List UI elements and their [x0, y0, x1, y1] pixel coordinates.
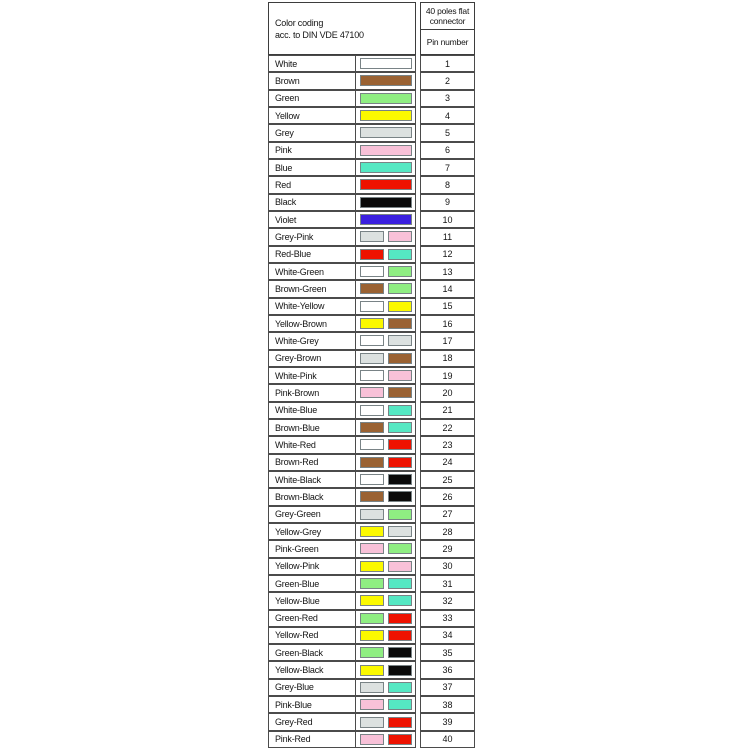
- row-left-cell: [268, 488, 416, 505]
- color-swatch-area: [356, 628, 415, 643]
- pin-number: 18: [420, 350, 475, 367]
- color-swatch-area: [356, 489, 415, 504]
- row-left-cell: [268, 194, 416, 211]
- color-coding-table: [268, 2, 475, 748]
- color-swatch-yellow: [360, 630, 384, 641]
- color-name-label: White: [269, 56, 356, 71]
- color-name-label: Grey-Blue: [269, 680, 356, 695]
- color-name-label: Grey-Pink: [269, 229, 356, 244]
- color-swatch-blue: [388, 595, 412, 606]
- color-swatch-area: [356, 73, 415, 88]
- color-swatch-area: [356, 281, 415, 296]
- row-left-cell: [268, 402, 416, 419]
- pin-number: 23: [420, 436, 475, 453]
- color-swatch-area: [356, 143, 415, 158]
- color-swatch-area: [356, 662, 415, 677]
- pin-number: 31: [420, 575, 475, 592]
- pin-number: 34: [420, 627, 475, 644]
- color-swatch-brown: [360, 75, 412, 86]
- table-row: [268, 107, 475, 124]
- pin-number: 9: [420, 194, 475, 211]
- color-swatch-area: [356, 177, 415, 192]
- row-left-cell: [268, 471, 416, 488]
- color-swatch-pink: [360, 699, 384, 710]
- connector-header-label: [421, 3, 474, 30]
- pin-number: 17: [420, 332, 475, 349]
- pin-number: 6: [420, 142, 475, 159]
- pin-number: 29: [420, 540, 475, 557]
- color-swatch-black: [388, 474, 412, 485]
- table-row: [268, 419, 475, 436]
- table-row: [268, 315, 475, 332]
- color-swatch-grey: [360, 353, 384, 364]
- color-swatch-white: [360, 439, 384, 450]
- color-name-label: Green-Black: [269, 645, 356, 660]
- table-row: [268, 558, 475, 575]
- color-name-label: Grey: [269, 125, 356, 140]
- color-swatch-brown: [360, 457, 384, 468]
- color-swatch-yellow: [360, 665, 384, 676]
- color-swatch-area: [356, 247, 415, 262]
- color-name-label: Brown-Blue: [269, 420, 356, 435]
- table-row: [268, 298, 475, 315]
- row-left-cell: [268, 436, 416, 453]
- table-row: [268, 228, 475, 245]
- pin-number: 38: [420, 696, 475, 713]
- color-swatch-area: [356, 645, 415, 660]
- color-name-label: Yellow-Brown: [269, 316, 356, 331]
- color-swatch-pink: [360, 734, 384, 745]
- row-left-cell: [268, 124, 416, 141]
- color-name-label: Grey-Green: [269, 507, 356, 522]
- table-row: [268, 90, 475, 107]
- row-left-cell: [268, 159, 416, 176]
- row-left-cell: [268, 696, 416, 713]
- row-left-cell: [268, 523, 416, 540]
- color-name-label: Yellow-Blue: [269, 593, 356, 608]
- row-left-cell: [268, 211, 416, 228]
- row-left-cell: [268, 367, 416, 384]
- pin-number: 36: [420, 661, 475, 678]
- color-swatch-area: [356, 437, 415, 452]
- color-name-label: Brown-Green: [269, 281, 356, 296]
- color-swatch-area: [356, 576, 415, 591]
- color-swatch-white: [360, 405, 384, 416]
- color-swatch-blue: [388, 422, 412, 433]
- color-swatch-pink: [388, 370, 412, 381]
- color-swatch-brown: [388, 353, 412, 364]
- color-name-label: Pink-Red: [269, 732, 356, 747]
- row-left-cell: [268, 246, 416, 263]
- color-swatch-green: [360, 93, 412, 104]
- row-left-cell: [268, 72, 416, 89]
- table-row: [268, 246, 475, 263]
- color-name-label: Yellow-Black: [269, 662, 356, 677]
- color-swatch-white: [360, 301, 384, 312]
- pin-number: 15: [420, 298, 475, 315]
- color-swatch-brown: [388, 387, 412, 398]
- pin-number: 32: [420, 592, 475, 609]
- color-swatch-black: [388, 665, 412, 676]
- color-coding-title-line1: Color coding: [275, 17, 324, 28]
- color-swatch-area: [356, 732, 415, 747]
- color-name-label: Pink-Green: [269, 541, 356, 556]
- color-name-label: Pink-Brown: [269, 385, 356, 400]
- color-swatch-green: [388, 283, 412, 294]
- color-name-label: White-Blue: [269, 403, 356, 418]
- color-swatch-red: [360, 179, 412, 190]
- color-swatch-area: [356, 593, 415, 608]
- color-swatch-yellow: [360, 561, 384, 572]
- table-row: [268, 523, 475, 540]
- row-left-cell: [268, 575, 416, 592]
- table-row: [268, 610, 475, 627]
- row-left-cell: [268, 384, 416, 401]
- color-name-label: Grey-Brown: [269, 351, 356, 366]
- pin-number: 1: [420, 55, 475, 72]
- table-row: [268, 176, 475, 193]
- table-row: [268, 159, 475, 176]
- table-row: [268, 731, 475, 748]
- color-name-label: Yellow-Grey: [269, 524, 356, 539]
- table-row: [268, 384, 475, 401]
- row-left-cell: [268, 107, 416, 124]
- table-row: [268, 592, 475, 609]
- pin-number: 24: [420, 454, 475, 471]
- color-swatch-area: [356, 299, 415, 314]
- color-swatch-green: [360, 613, 384, 624]
- row-left-cell: [268, 315, 416, 332]
- row-left-cell: [268, 627, 416, 644]
- color-swatch-area: [356, 611, 415, 626]
- color-swatch-area: [356, 541, 415, 556]
- table-row: [268, 194, 475, 211]
- color-swatch-red: [388, 717, 412, 728]
- color-swatch-yellow: [360, 110, 412, 121]
- pin-number: 26: [420, 488, 475, 505]
- color-swatch-yellow: [360, 318, 384, 329]
- color-swatch-grey: [388, 526, 412, 537]
- color-swatch-area: [356, 368, 415, 383]
- color-name-label: White-Yellow: [269, 299, 356, 314]
- color-swatch-area: [356, 108, 415, 123]
- row-left-cell: [268, 142, 416, 159]
- table-row: [268, 350, 475, 367]
- color-swatch-area: [356, 351, 415, 366]
- table-row: [268, 263, 475, 280]
- color-swatch-area: [356, 56, 415, 71]
- pin-number: 14: [420, 280, 475, 297]
- color-swatch-area: [356, 91, 415, 106]
- table-row: [268, 454, 475, 471]
- color-swatch-red: [388, 613, 412, 624]
- color-swatch-area: [356, 455, 415, 470]
- color-swatch-area: [356, 680, 415, 695]
- color-swatch-pink: [360, 387, 384, 398]
- row-left-cell: [268, 419, 416, 436]
- connector-header-line2: connector: [429, 16, 466, 26]
- color-swatch-black: [388, 647, 412, 658]
- color-swatch-blue: [388, 405, 412, 416]
- color-name-label: Red-Blue: [269, 247, 356, 262]
- color-swatch-grey: [360, 127, 412, 138]
- color-swatch-blue: [388, 578, 412, 589]
- table-row: [268, 679, 475, 696]
- pin-number-header-label: Pin number: [426, 37, 469, 47]
- row-left-cell: [268, 713, 416, 730]
- color-swatch-yellow: [360, 526, 384, 537]
- table-row: [268, 367, 475, 384]
- table-row: [268, 280, 475, 297]
- table-body: [268, 55, 475, 748]
- color-swatch-green: [360, 647, 384, 658]
- row-left-cell: [268, 350, 416, 367]
- color-name-label: Red: [269, 177, 356, 192]
- table-row: [268, 696, 475, 713]
- pin-number: 8: [420, 176, 475, 193]
- color-swatch-grey: [360, 717, 384, 728]
- pin-number: 21: [420, 402, 475, 419]
- pin-number: 19: [420, 367, 475, 384]
- pin-number: 39: [420, 713, 475, 730]
- color-name-label: Brown: [269, 73, 356, 88]
- pin-number: 28: [420, 523, 475, 540]
- color-swatch-area: [356, 403, 415, 418]
- color-swatch-red: [388, 630, 412, 641]
- color-swatch-red: [388, 457, 412, 468]
- color-swatch-violet: [360, 214, 412, 225]
- color-swatch-yellow: [388, 301, 412, 312]
- color-name-label: White-Green: [269, 264, 356, 279]
- color-swatch-red: [360, 249, 384, 260]
- row-left-cell: [268, 506, 416, 523]
- pin-number: 11: [420, 228, 475, 245]
- color-swatch-green: [360, 578, 384, 589]
- pin-number: 16: [420, 315, 475, 332]
- color-swatch-yellow: [360, 595, 384, 606]
- color-name-label: White-Black: [269, 472, 356, 487]
- connector-header-line1: 40 poles flat: [425, 6, 470, 16]
- color-swatch-area: [356, 316, 415, 331]
- row-left-cell: [268, 661, 416, 678]
- color-name-label: White-Red: [269, 437, 356, 452]
- color-swatch-green: [388, 543, 412, 554]
- color-swatch-pink: [388, 561, 412, 572]
- table-row: [268, 661, 475, 678]
- table-row: [268, 142, 475, 159]
- color-name-label: Blue: [269, 160, 356, 175]
- color-swatch-area: [356, 472, 415, 487]
- color-swatch-area: [356, 714, 415, 729]
- color-swatch-blue: [388, 249, 412, 260]
- color-swatch-white: [360, 474, 384, 485]
- table-row: [268, 402, 475, 419]
- color-swatch-white: [360, 335, 384, 346]
- color-name-label: White-Pink: [269, 368, 356, 383]
- pin-number: 33: [420, 610, 475, 627]
- table-row: [268, 713, 475, 730]
- color-coding-header-cell: [268, 2, 416, 55]
- color-swatch-area: [356, 697, 415, 712]
- color-name-label: Grey-Red: [269, 714, 356, 729]
- pin-number: 12: [420, 246, 475, 263]
- pin-number: 22: [420, 419, 475, 436]
- pin-number: 40: [420, 731, 475, 748]
- row-left-cell: [268, 298, 416, 315]
- table-header: [268, 2, 475, 55]
- row-left-cell: [268, 592, 416, 609]
- color-swatch-area: [356, 524, 415, 539]
- color-swatch-grey: [360, 509, 384, 520]
- row-left-cell: [268, 731, 416, 748]
- color-swatch-grey: [360, 231, 384, 242]
- color-swatch-pink: [360, 145, 412, 156]
- row-left-cell: [268, 176, 416, 193]
- color-name-label: Brown-Red: [269, 455, 356, 470]
- color-swatch-blue: [388, 682, 412, 693]
- color-swatch-area: [356, 333, 415, 348]
- color-swatch-green: [388, 509, 412, 520]
- color-swatch-brown: [360, 422, 384, 433]
- pin-number: 30: [420, 558, 475, 575]
- pin-number: 3: [420, 90, 475, 107]
- table-row: [268, 575, 475, 592]
- row-left-cell: [268, 332, 416, 349]
- color-swatch-pink: [360, 543, 384, 554]
- color-name-label: Green-Blue: [269, 576, 356, 591]
- table-row: [268, 55, 475, 72]
- row-left-cell: [268, 644, 416, 661]
- pin-number: 10: [420, 211, 475, 228]
- pin-number: 4: [420, 107, 475, 124]
- pin-number: 5: [420, 124, 475, 141]
- row-left-cell: [268, 90, 416, 107]
- row-left-cell: [268, 280, 416, 297]
- color-swatch-black: [360, 197, 412, 208]
- color-swatch-pink: [388, 231, 412, 242]
- color-swatch-black: [388, 491, 412, 502]
- color-name-label: Brown-Black: [269, 489, 356, 504]
- color-name-label: Black: [269, 195, 356, 210]
- table-row: [268, 72, 475, 89]
- color-swatch-red: [388, 439, 412, 450]
- table-row: [268, 332, 475, 349]
- color-swatch-area: [356, 385, 415, 400]
- pin-number: 35: [420, 644, 475, 661]
- table-row: [268, 506, 475, 523]
- color-swatch-white: [360, 266, 384, 277]
- color-name-label: Yellow: [269, 108, 356, 123]
- pin-number: 27: [420, 506, 475, 523]
- color-swatch-green: [388, 266, 412, 277]
- table-row: [268, 540, 475, 557]
- row-left-cell: [268, 55, 416, 72]
- table-row: [268, 436, 475, 453]
- color-swatch-area: [356, 229, 415, 244]
- color-swatch-brown: [360, 283, 384, 294]
- color-swatch-blue: [388, 699, 412, 710]
- row-left-cell: [268, 263, 416, 280]
- color-name-label: Green-Red: [269, 611, 356, 626]
- row-left-cell: [268, 540, 416, 557]
- color-name-label: Pink-Blue: [269, 697, 356, 712]
- table-row: [268, 488, 475, 505]
- table-row: [268, 644, 475, 661]
- color-swatch-white: [360, 58, 412, 69]
- pin-number: 13: [420, 263, 475, 280]
- row-left-cell: [268, 228, 416, 245]
- color-swatch-area: [356, 420, 415, 435]
- color-name-label: Yellow-Red: [269, 628, 356, 643]
- color-swatch-area: [356, 212, 415, 227]
- row-left-cell: [268, 454, 416, 471]
- color-coding-title-line2: acc. to DIN VDE 47100: [275, 29, 364, 40]
- table-row: [268, 471, 475, 488]
- color-swatch-area: [356, 559, 415, 574]
- pin-number: 7: [420, 159, 475, 176]
- color-swatch-brown: [388, 318, 412, 329]
- connector-header-cell: [420, 2, 475, 55]
- color-swatch-area: [356, 160, 415, 175]
- color-swatch-area: [356, 125, 415, 140]
- row-left-cell: [268, 558, 416, 575]
- table-row: [268, 124, 475, 141]
- color-name-label: Green: [269, 91, 356, 106]
- color-swatch-grey: [360, 682, 384, 693]
- pin-number: 25: [420, 471, 475, 488]
- table-row: [268, 211, 475, 228]
- row-left-cell: [268, 610, 416, 627]
- color-name-label: Pink: [269, 143, 356, 158]
- table-row: [268, 627, 475, 644]
- row-left-cell: [268, 679, 416, 696]
- color-swatch-area: [356, 195, 415, 210]
- color-swatch-blue: [360, 162, 412, 173]
- color-name-label: Yellow-Pink: [269, 559, 356, 574]
- pin-number: 37: [420, 679, 475, 696]
- color-swatch-grey: [388, 335, 412, 346]
- pin-number: 2: [420, 72, 475, 89]
- color-name-label: White-Grey: [269, 333, 356, 348]
- color-swatch-brown: [360, 491, 384, 502]
- color-name-label: Violet: [269, 212, 356, 227]
- color-swatch-red: [388, 734, 412, 745]
- color-swatch-white: [360, 370, 384, 381]
- pin-number: 20: [420, 384, 475, 401]
- color-swatch-area: [356, 507, 415, 522]
- color-swatch-area: [356, 264, 415, 279]
